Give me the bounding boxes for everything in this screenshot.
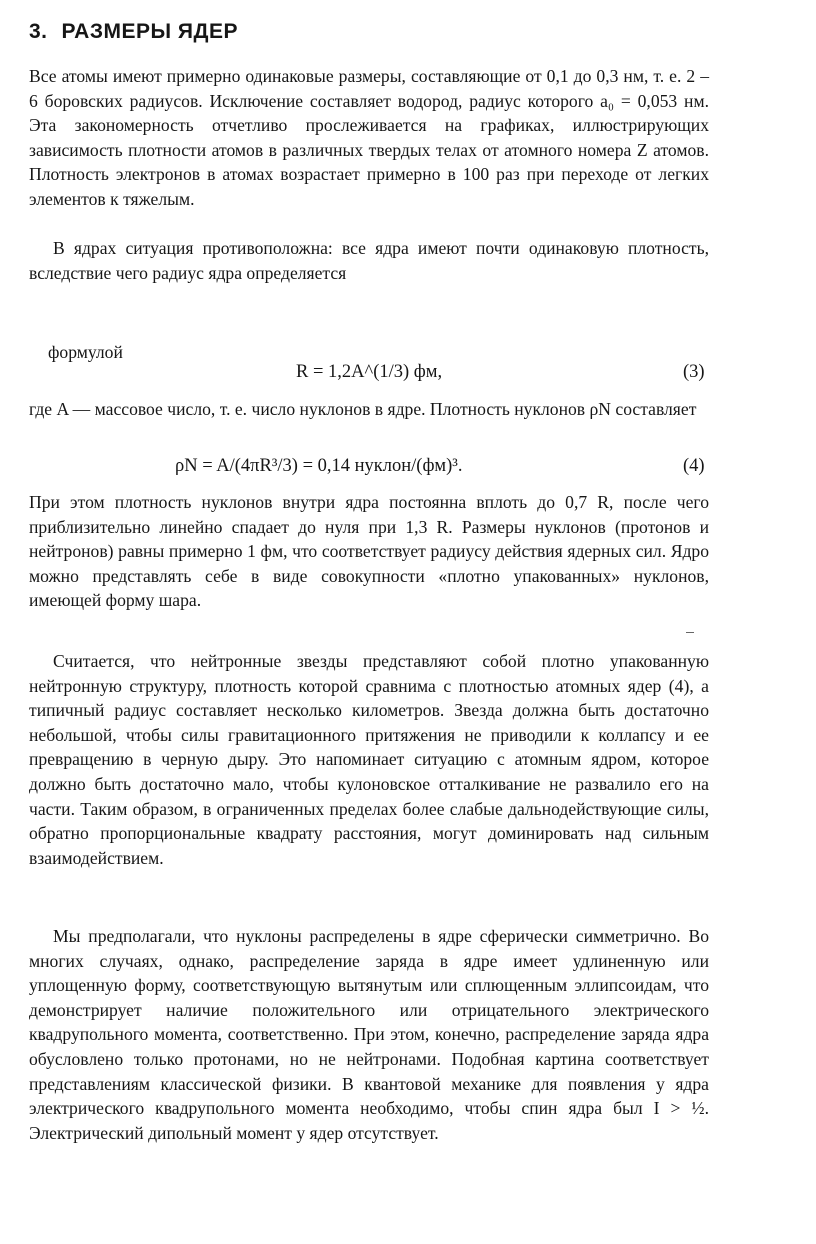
paragraph-1: Все атомы имеют примерно одинаковые размеры, составляющие от 0,1 до 0,3 нм, т. е. 2 – 6 боровских радиусов. Исключение составляет водород, радиус которого a₀ = 0,053 нм. Эта закономерность отчетливо прослеживается на графиках, иллюстрирующих зависимость плотности атомов в различных твердых телах от атомного номера Z атомов. Плотность электронов в атомах возрастает примерно в 100 раз при переходе от легких элементов к тяжелым.	[29, 66, 709, 209]
section-title: РАЗМЕРЫ ЯДЕР	[61, 20, 238, 43]
paragraph-2-continuation: формулой	[48, 342, 123, 362]
paragraph-6: Мы предполагали, что нуклоны распределены в ядре сферически симметрично. Во многих случаях, однако, распределение заряда в ядре имеет удлиненную или уплощенную форму, соответствующую вытянутым или сплющенным эллипсоидам, что демонстрирует наличие положительного или отрицательного электрического квадрупольного момента, соответственно. При этом, конечно, распределение заряда ядра обусловлено только протонами, но не нейтронами. Подобная картина соответствует представлениям классической физики. В квантовой механике для появления у ядра электрического квадрупольного момента необходимо, чтобы спин ядра был I > ½. Электрический дипольный момент у ядер отсутствует.	[29, 926, 709, 1143]
margin-mark	[686, 632, 694, 633]
section-heading	[29, 20, 238, 44]
equation-4-number: (4)	[683, 456, 705, 476]
paragraph-3: где A — массовое число, т. е. число нуклонов в ядре. Плотность нуклонов ρN составляет	[29, 399, 697, 419]
equation-3: R = 1,2A^(1/3) фм,	[296, 362, 443, 382]
paragraph-5: Считается, что нейтронные звезды представляют собой плотно упакованную нейтронную структуру, плотность которой сравнима с плотностью атомных ядер (4), а типичный радиус составляет несколько километров. Звезда должна быть достаточно небольшой, чтобы силы гравитационного притяжения не приводили к коллапсу и ее превращению в черную дыру. Это напоминает ситуацию с атомным ядром, которое должно быть достаточно мало, чтобы кулоновское отталкивание не развалило его на части. Таким образом, в ограниченных пределах более слабые дальнодействующие силы, обратно пропорциональные квадрату расстояния, могут доминировать над сильным взаимодействием.	[29, 651, 709, 868]
section-number: 3.	[29, 20, 48, 43]
equation-3-number: (3)	[683, 362, 705, 382]
paragraph-2: В ядрах ситуация противоположна: все ядра имеют почти одинаковую плотность, вследствие чего радиус ядра определяется	[29, 238, 709, 283]
equation-4: ρN = A/(4πR³/3) = 0,14 нуклон/(фм)³.	[175, 456, 463, 476]
paragraph-4: При этом плотность нуклонов внутри ядра постоянна вплоть до 0,7 R, после чего приблизительно линейно спадает до нуля при 1,3 R. Размеры нуклонов (протонов и нейтронов) равны примерно 1 фм, что соответствует радиусу действия ядерных сил. Ядро можно представлять себе в виде совокупности «плотно упакованных» нуклонов, имеющей форму шара.	[29, 492, 709, 611]
